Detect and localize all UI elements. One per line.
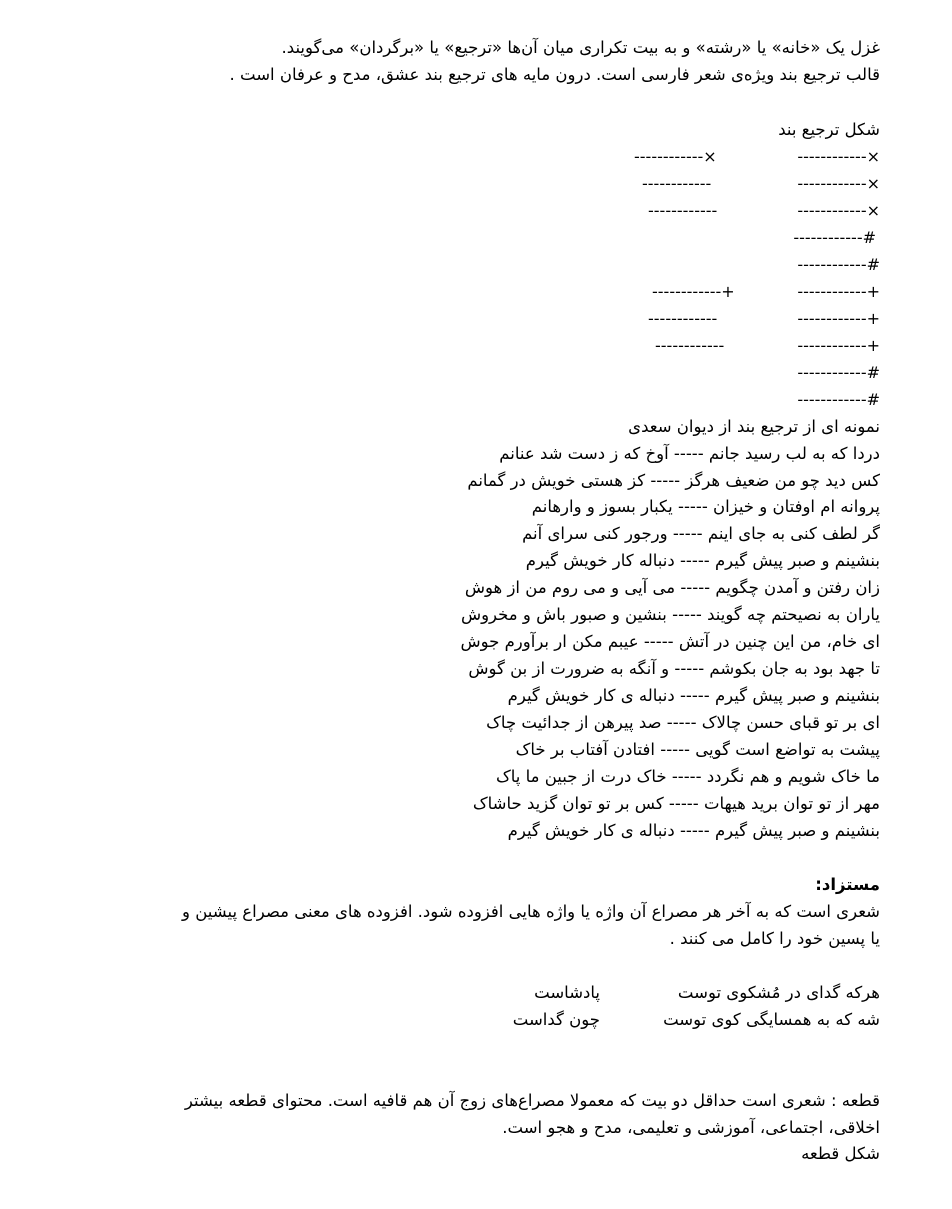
example-line-5: بنشینم و صبر پیش گیرم ----- دنباله کار خویش گیرم <box>525 551 880 570</box>
mostazad-line-1: شعری است که به آخر هر مصراع آن واژه یا واژه هایی افزوده شود. افزوده های معنی مصراع پیشین و <box>182 902 880 921</box>
schema-row-8-right: ------------+ <box>797 336 880 355</box>
example-line-14: مهر از تو توان برید هیهات ----- کس بر تو توان گزید حاشاک <box>472 794 880 813</box>
schema-row-2-right: ------------× <box>797 174 880 193</box>
mostazad-verse-1-main: هرکه گدای در مُشکوی توست <box>677 983 880 1002</box>
example-line-4: گر لطف کنی به جای اینم ----- ورجور کنی سرای آنم <box>522 524 880 543</box>
mostazad-verse-2-main: شه که به همسایگی کوی توست <box>663 1010 880 1029</box>
qeteh-line-1: قطعه : شعری است حداقل دو بیت که معمولا مصراع‌های زوج آن هم قافیه است. محتوای قطعه بیشتر <box>184 1091 880 1110</box>
mostazad-verse-2-added: چون گداست <box>512 1010 600 1029</box>
example-title: نمونه ای از ترجیع بند از دیوان سعدی <box>628 417 880 436</box>
example-line-11: ای بر تو قبای حسن چالاک ----- صد پیرهن از جدائیت چاک <box>486 713 880 732</box>
mostazad-line-2: یا پسین خود را کامل می کنند . <box>669 929 880 948</box>
schema-row-10-right: ------------# <box>797 390 880 409</box>
schema-title: شکل ترجیع بند <box>778 120 880 139</box>
example-line-1: دردا که به لب رسید جانم ----- آوخ که ز دست شد عنانم <box>499 444 880 463</box>
schema-row-7-right: ------------+ <box>797 309 880 328</box>
qeteh-line-2: اخلاقی، اجتماعی، آموزشی و تعلیمی، مدح و هجو است. <box>502 1118 880 1137</box>
qeteh-shape-title: شکل قطعه <box>801 1144 880 1163</box>
intro-line-2: قالب ترجیع بند ویژه‌ی شعر فارسی است. درون مایه های ترجیع بند عشق، مدح و عرفان است . <box>229 65 880 84</box>
example-line-9: تا جهد بود به جان بکوشم ----- و آنگه به ضرورت از بن گوش <box>468 659 880 678</box>
example-line-10: بنشینم و صبر پیش گیرم ----- دنباله ی کار خویش گیرم <box>507 686 880 705</box>
schema-row-8-left: ------------ <box>655 336 725 355</box>
example-line-3: پروانه ام اوفتان و خیزان ----- یکبار بسوز و وارهانم <box>531 497 880 516</box>
example-line-7: یاران به نصیحتم چه گویند ----- بنشین و صبور باش و مخروش <box>460 605 880 624</box>
example-line-8: ای خام، من این چنین در آتش ----- عیبم مکن ار برآورم جوش <box>460 632 880 651</box>
schema-row-9-right: ------------# <box>797 363 880 382</box>
mostazad-heading: مستزاد: <box>815 875 880 894</box>
example-line-12: پیشت به تواضع است گویی ----- افتادن آفتاب بر خاک <box>515 740 880 759</box>
schema-row-6-left: ------------+ <box>652 282 735 301</box>
example-line-2: کس دید چو من ضعیف هرگز ----- کز هستی خویش در گمانم <box>467 471 880 490</box>
schema-row-3-left: ------------ <box>648 201 718 220</box>
schema-row-5-right: ------------# <box>797 255 880 274</box>
schema-row-1-right: ------------× <box>797 147 880 166</box>
intro-line-1: غزل یک «خانه» یا «رشته» و به بیت تکراری میان آن‌ها «ترجیع» یا «برگردان» می‌گویند. <box>281 38 880 57</box>
example-line-13: ما خاک شویم و هم نگردد ----- خاک درت از جبین ما پاک <box>495 767 880 786</box>
schema-row-1-left: ------------× <box>634 147 717 166</box>
example-line-15: بنشینم و صبر پیش گیرم ----- دنباله ی کار خویش گیرم <box>507 821 880 840</box>
schema-row-4-right: ------------# <box>793 228 876 247</box>
schema-row-6-right: ------------+ <box>797 282 880 301</box>
mostazad-verse-1-added: پادشاست <box>534 983 600 1002</box>
schema-row-3-right: ------------× <box>797 201 880 220</box>
schema-row-2-left: ------------ <box>642 174 712 193</box>
schema-row-7-left: ------------ <box>648 309 718 328</box>
example-line-6: زان رفتن و آمدن چگویم ----- می آیی و می روم من از هوش <box>464 578 880 597</box>
